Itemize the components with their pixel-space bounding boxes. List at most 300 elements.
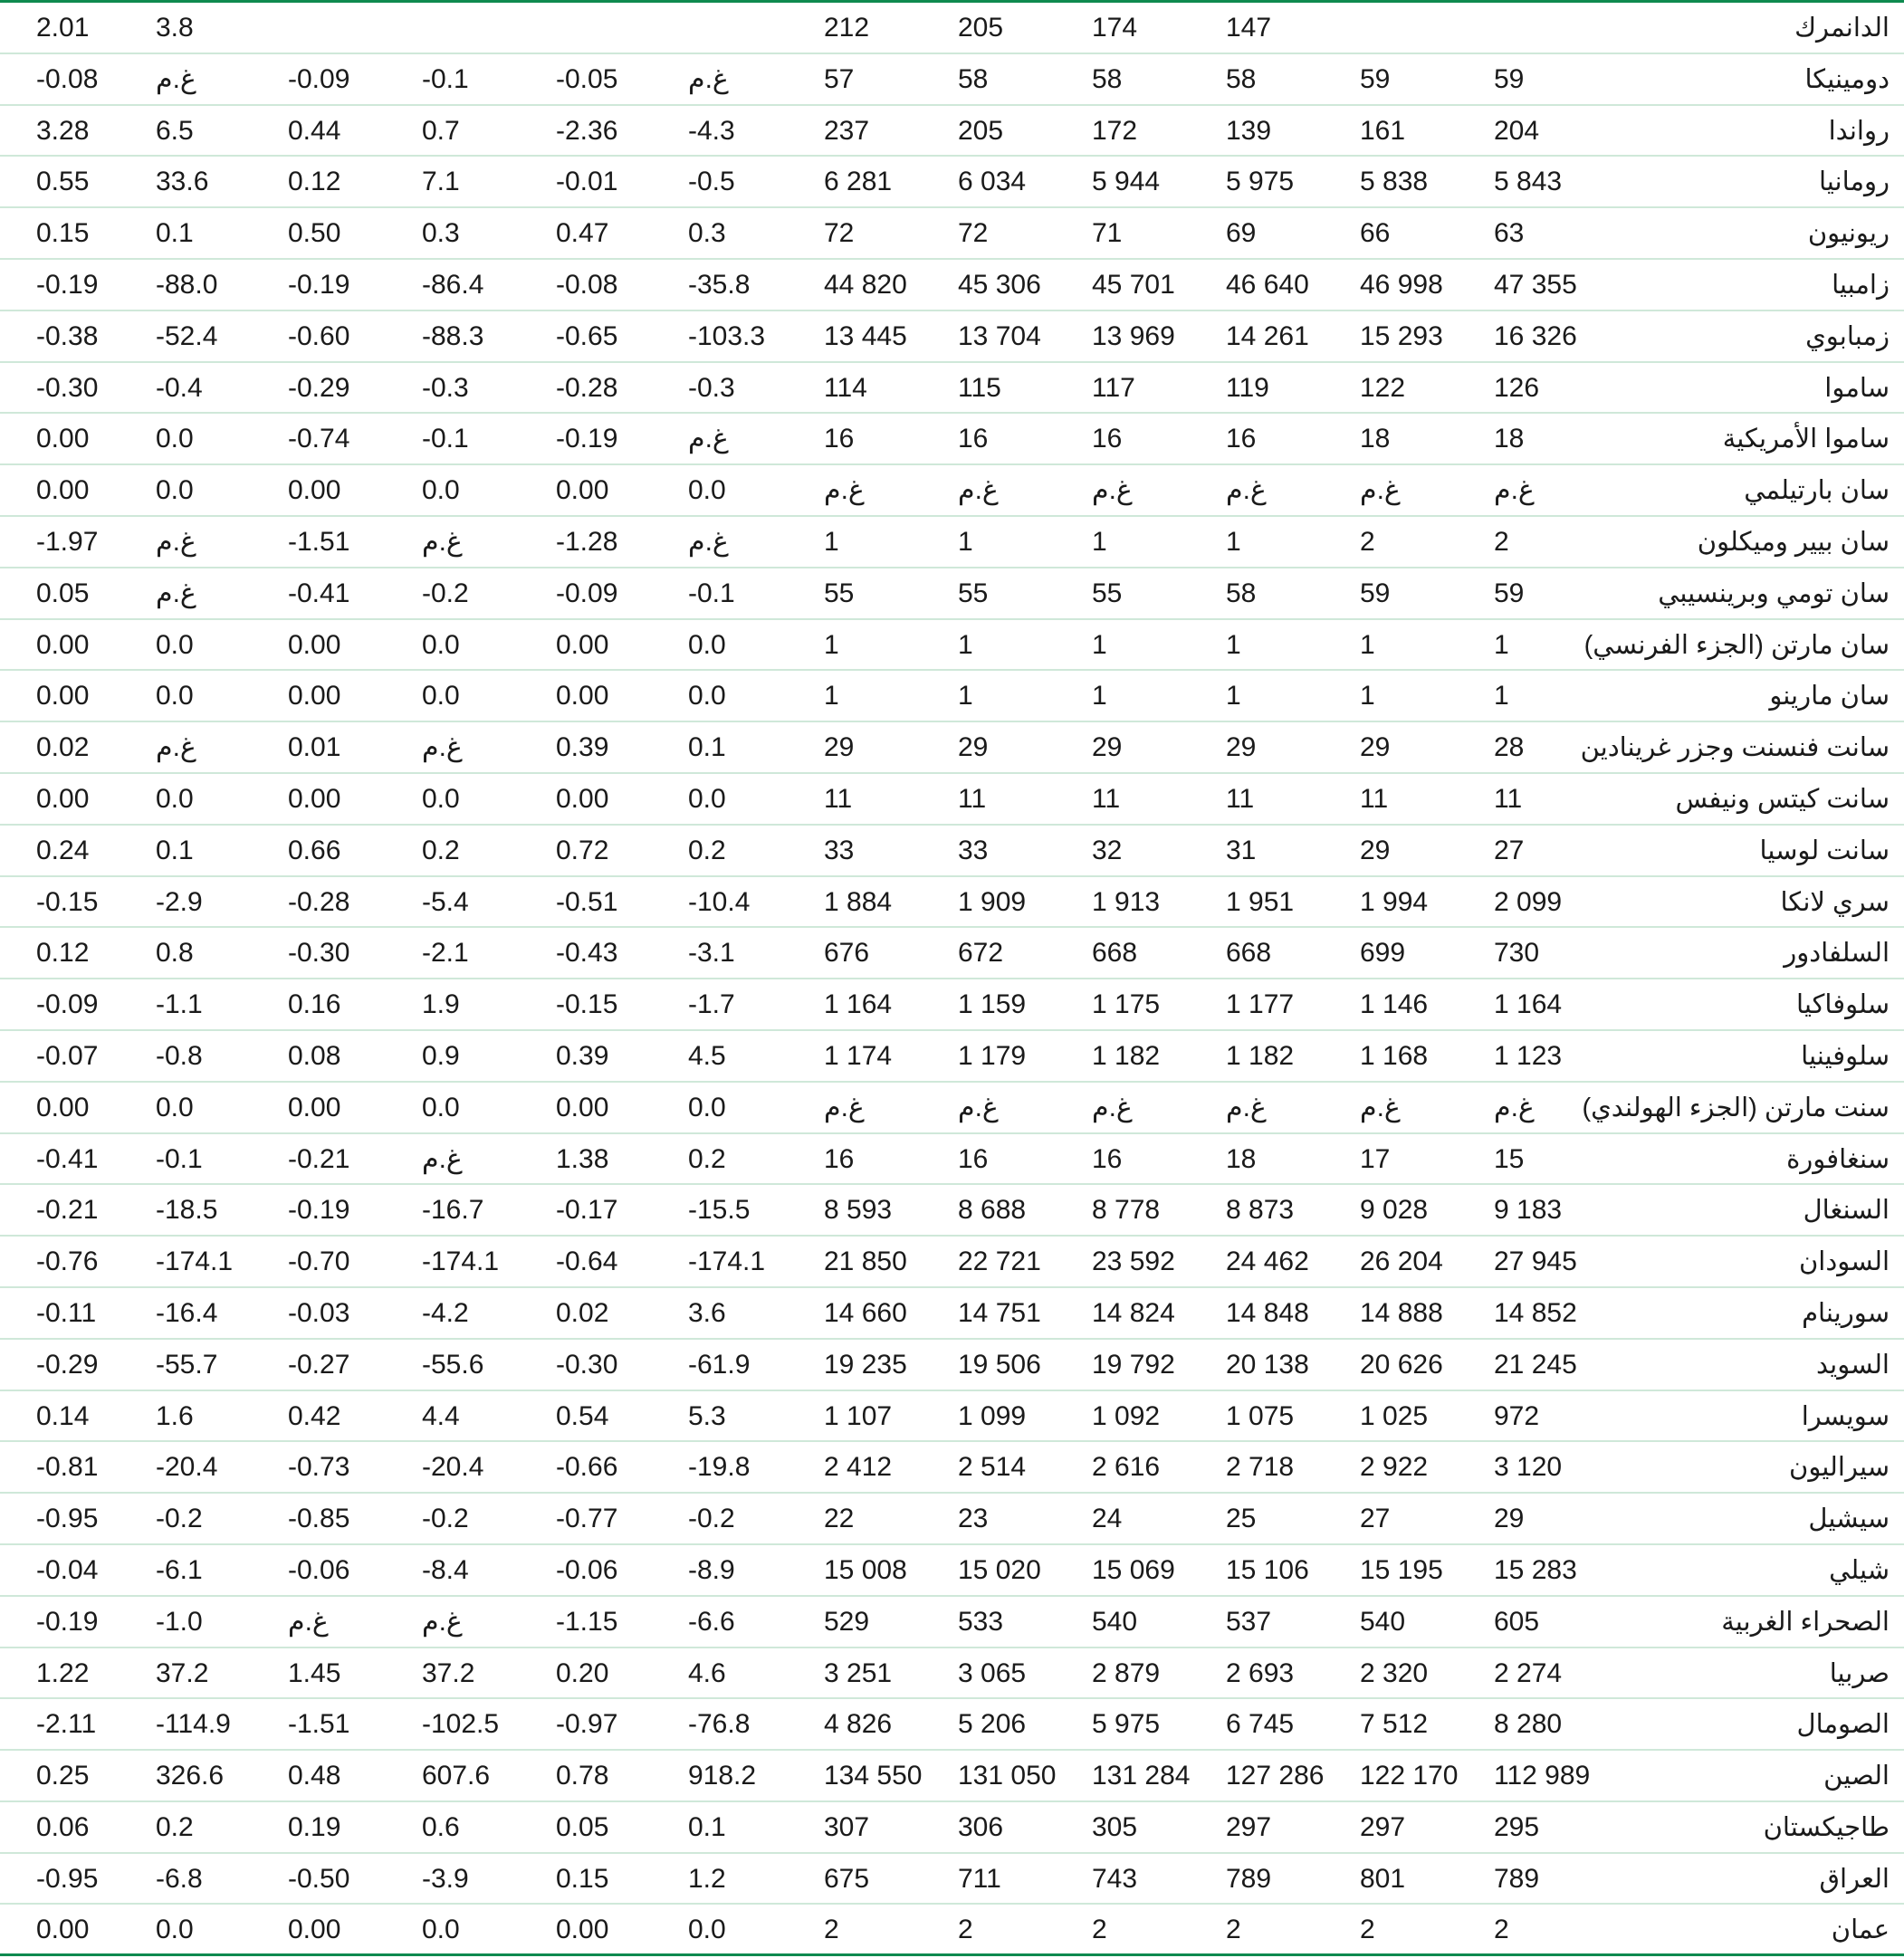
- table-cell-col-8: 8 688: [958, 1195, 1027, 1226]
- table-cell-col-4: 0.2: [422, 835, 460, 865]
- table-cell-col-5: -0.09: [556, 578, 618, 608]
- table-cell-col-5: -1.28: [556, 526, 618, 557]
- country-name: سري لانكا: [1780, 887, 1890, 917]
- table-cell-col-7: 237: [824, 115, 870, 146]
- table-cell-col-11: 59: [1360, 578, 1391, 608]
- table-cell-col-3: 0.00: [288, 1915, 341, 1945]
- table-cell-col-5: 0.20: [556, 1657, 609, 1688]
- table-cell-col-2: 1.6: [156, 1400, 194, 1431]
- country-name: ساموا الأمريكية: [1722, 425, 1890, 454]
- table-cell-col-11: 29: [1360, 732, 1391, 763]
- table-cell-col-3: -0.29: [288, 372, 350, 403]
- table-cell-col-5: 0.00: [556, 783, 609, 814]
- table-cell-col-12: 27: [1494, 835, 1525, 865]
- table-cell-col-7: 529: [824, 1606, 870, 1637]
- table-cell-col-11: غ.م: [1360, 1092, 1401, 1122]
- table-cell-col-5: -0.51: [556, 886, 618, 917]
- table-cell-col-4: غ.م: [422, 732, 463, 763]
- table-cell-col-6: -10.4: [688, 886, 751, 917]
- country-name: طاجيكستان: [1763, 1812, 1890, 1842]
- table-cell-col-11: 699: [1360, 938, 1406, 969]
- table-cell-col-10: 537: [1226, 1606, 1272, 1637]
- table-cell-col-9: 174: [1092, 13, 1138, 43]
- table-cell-col-8: غ.م: [958, 475, 999, 506]
- table-cell-col-8: 16: [958, 1143, 989, 1174]
- table-cell-col-7: 29: [824, 732, 855, 763]
- table-cell-col-3: -0.85: [288, 1504, 350, 1534]
- table-cell-col-8: 205: [958, 13, 1004, 43]
- table-cell-col-7: 1 107: [824, 1400, 893, 1431]
- table-cell-col-3: -0.19: [288, 269, 350, 300]
- table-cell-col-11: غ.م: [1360, 475, 1401, 506]
- table-cell-col-10: 1 075: [1226, 1400, 1295, 1431]
- table-cell-col-9: 540: [1092, 1606, 1138, 1637]
- country-name: شيلي: [1829, 1555, 1890, 1585]
- table-cell-col-5: 1.38: [556, 1143, 609, 1174]
- table-cell-col-8: 205: [958, 115, 1004, 146]
- table-cell-col-2: -2.9: [156, 886, 203, 917]
- country-name: العراق: [1819, 1864, 1890, 1894]
- table-cell-col-1: 0.12: [36, 938, 90, 969]
- table-cell-col-11: 2 922: [1360, 1452, 1429, 1483]
- country-name: ريونيون: [1807, 219, 1890, 249]
- table-cell-col-11: 1 146: [1360, 989, 1429, 1020]
- table-cell-col-12: 789: [1494, 1863, 1540, 1894]
- table-cell-col-9: 1: [1092, 681, 1107, 712]
- table-cell-col-2: 0.0: [156, 1092, 194, 1122]
- country-name: سان بارتيلمي: [1744, 476, 1890, 506]
- table-cell-col-9: 71: [1092, 218, 1123, 249]
- table-cell-col-5: 0.47: [556, 218, 609, 249]
- table-cell-col-6: 4.5: [688, 1040, 726, 1071]
- table-cell-col-5: -0.08: [556, 269, 618, 300]
- table-cell-col-4: 1.9: [422, 989, 460, 1020]
- table-cell-col-8: 15 020: [958, 1554, 1041, 1585]
- table-cell-col-12: 1 123: [1494, 1040, 1563, 1071]
- table-cell-col-6: 0.3: [688, 218, 726, 249]
- table-cell-col-9: 24: [1092, 1504, 1123, 1534]
- table-cell-col-7: غ.م: [824, 475, 865, 506]
- table-cell-col-12: 11: [1494, 783, 1523, 814]
- table-cell-col-12: 2 274: [1494, 1657, 1563, 1688]
- table-cell-col-7: 1 174: [824, 1040, 893, 1071]
- table-cell-col-2: -6.8: [156, 1863, 203, 1894]
- table-cell-col-8: 72: [958, 218, 989, 249]
- table-cell-col-1: -0.08: [36, 63, 99, 94]
- table-cell-col-11: 46 998: [1360, 269, 1443, 300]
- table-cell-col-11: 1: [1360, 681, 1375, 712]
- table-cell-col-4: -4.2: [422, 1297, 469, 1328]
- table-cell-col-1: -0.04: [36, 1554, 99, 1585]
- table-cell-col-3: -0.09: [288, 63, 350, 94]
- table-cell-col-4: -86.4: [422, 269, 484, 300]
- table-row: [0, 1237, 1904, 1288]
- table-cell-col-5: 0.39: [556, 1040, 609, 1071]
- table-cell-col-7: 134 550: [824, 1761, 923, 1791]
- table-cell-col-2: -174.1: [156, 1246, 234, 1277]
- table-cell-col-9: 58: [1092, 63, 1123, 94]
- table-cell-col-12: 14 852: [1494, 1297, 1577, 1328]
- table-cell-col-2: -16.4: [156, 1297, 218, 1328]
- table-cell-col-10: 789: [1226, 1863, 1272, 1894]
- table-cell-col-7: 1 884: [824, 886, 893, 917]
- table-cell-col-12: 21 245: [1494, 1349, 1577, 1380]
- table-cell-col-2: -0.8: [156, 1040, 203, 1071]
- table-cell-col-9: 16: [1092, 1143, 1123, 1174]
- table-cell-col-12: 605: [1494, 1606, 1540, 1637]
- table-cell-col-7: 44 820: [824, 269, 907, 300]
- country-name: سانت لوسيا: [1759, 836, 1890, 865]
- table-cell-col-12: 28: [1494, 732, 1525, 763]
- table-cell-col-8: 115: [958, 372, 1001, 403]
- table-cell-col-12: 5 843: [1494, 167, 1563, 197]
- table-cell-col-5: -0.17: [556, 1195, 618, 1226]
- table-cell-col-5: 0.72: [556, 835, 609, 865]
- table-cell-col-12: 204: [1494, 115, 1540, 146]
- country-name: الدانمرك: [1794, 14, 1890, 43]
- table-cell-col-9: 5 944: [1092, 167, 1161, 197]
- table-cell-col-10: 1 177: [1226, 989, 1295, 1020]
- table-cell-col-12: 15 283: [1494, 1554, 1577, 1585]
- country-name: دومينيكا: [1804, 64, 1890, 94]
- table-cell-col-10: 139: [1226, 115, 1272, 146]
- table-cell-col-5: 0.00: [556, 681, 609, 712]
- table-cell-col-4: 0.0: [422, 1092, 460, 1122]
- country-name: سلوفينيا: [1801, 1041, 1890, 1071]
- table-cell-col-10: 20 138: [1226, 1349, 1309, 1380]
- table-cell-col-6: 5.3: [688, 1400, 726, 1431]
- table-cell-col-2: 3.8: [156, 13, 194, 43]
- table-cell-col-3: -0.41: [288, 578, 350, 608]
- table-cell-col-11: 2: [1360, 526, 1375, 557]
- table-cell-col-1: 0.00: [36, 1915, 90, 1945]
- table-cell-col-9: 13 969: [1092, 320, 1175, 351]
- table-cell-col-11: 161: [1360, 115, 1406, 146]
- table-cell-col-12: 15: [1494, 1143, 1525, 1174]
- table-cell-col-12: 295: [1494, 1811, 1540, 1842]
- table-cell-col-4: -16.7: [422, 1195, 484, 1226]
- table-cell-col-4: -0.1: [422, 63, 469, 94]
- table-row: [0, 1597, 1904, 1648]
- table-cell-col-7: 15 008: [824, 1554, 907, 1585]
- table-cell-col-1: -0.95: [36, 1863, 99, 1894]
- table-cell-col-7: 13 445: [824, 320, 907, 351]
- table-cell-col-2: غ.م: [156, 732, 196, 763]
- table-cell-col-11: 122: [1360, 372, 1406, 403]
- table-cell-col-2: -114.9: [156, 1709, 231, 1740]
- table-cell-col-4: -0.2: [422, 578, 469, 608]
- country-name: سانت فنسنت وجزر غرينادين: [1580, 733, 1890, 763]
- table-cell-col-1: -0.21: [36, 1195, 99, 1226]
- table-cell-col-12: 27 945: [1494, 1246, 1577, 1277]
- table-cell-col-6: غ.م: [688, 424, 729, 454]
- table-cell-col-1: 1.22: [36, 1657, 90, 1688]
- table-cell-col-10: 31: [1226, 835, 1257, 865]
- table-cell-col-6: 0.0: [688, 1092, 726, 1122]
- table-cell-col-8: 131 050: [958, 1761, 1057, 1791]
- table-row: [0, 54, 1904, 106]
- table-cell-col-12: 972: [1494, 1400, 1540, 1431]
- table-cell-col-2: 37.2: [156, 1657, 209, 1688]
- table-cell-col-5: -0.19: [556, 424, 618, 454]
- table-cell-col-11: 27: [1360, 1504, 1391, 1534]
- table-cell-col-11: 59: [1360, 63, 1391, 94]
- table-cell-col-9: 1 092: [1092, 1400, 1161, 1431]
- table-cell-col-3: 0.00: [288, 681, 341, 712]
- table-cell-col-8: 29: [958, 732, 989, 763]
- table-cell-col-4: -174.1: [422, 1246, 500, 1277]
- table-cell-col-5: -0.30: [556, 1349, 618, 1380]
- table-cell-col-4: -5.4: [422, 886, 469, 917]
- table-cell-col-1: -1.97: [36, 526, 99, 557]
- table-cell-col-9: 8 778: [1092, 1195, 1161, 1226]
- table-cell-col-5: 0.00: [556, 1092, 609, 1122]
- table-cell-col-12: 59: [1494, 63, 1525, 94]
- table-cell-col-4: غ.م: [422, 526, 463, 557]
- country-name: سان تومي وبرينسيبي: [1658, 578, 1890, 608]
- table-cell-col-11: 11: [1360, 783, 1389, 814]
- table-body: [0, 3, 1904, 1956]
- table-cell-col-2: غ.م: [156, 578, 196, 608]
- table-cell-col-2: 0.0: [156, 629, 194, 660]
- table-cell-col-6: غ.م: [688, 63, 729, 94]
- table-cell-col-12: 126: [1494, 372, 1540, 403]
- table-cell-col-2: -18.5: [156, 1195, 218, 1226]
- table-cell-col-5: -0.01: [556, 167, 618, 197]
- table-cell-col-5: -2.36: [556, 115, 618, 146]
- table-cell-col-10: 297: [1226, 1811, 1272, 1842]
- table-cell-col-4: 0.6: [422, 1811, 460, 1842]
- table-cell-col-9: غ.م: [1092, 1092, 1133, 1122]
- country-name: سانت كيتس ونيفس: [1675, 784, 1890, 814]
- table-cell-col-8: 2 514: [958, 1452, 1027, 1483]
- table-cell-col-1: 0.55: [36, 167, 90, 197]
- table-cell-col-10: 58: [1226, 578, 1257, 608]
- table-cell-col-11: 17: [1360, 1143, 1391, 1174]
- table-cell-col-9: 19 792: [1092, 1349, 1175, 1380]
- table-cell-col-1: -0.30: [36, 372, 99, 403]
- country-name: صربيا: [1829, 1658, 1890, 1688]
- table-row: [0, 465, 1904, 517]
- table-row: [0, 928, 1904, 979]
- table-cell-col-12: 9 183: [1494, 1195, 1563, 1226]
- table-cell-col-1: 0.14: [36, 1400, 90, 1431]
- table-cell-col-5: -0.65: [556, 320, 618, 351]
- table-cell-col-4: -3.9: [422, 1863, 469, 1894]
- table-cell-col-4: 0.9: [422, 1040, 460, 1071]
- country-name: السلفادور: [1784, 939, 1890, 969]
- table-cell-col-3: غ.م: [288, 1606, 329, 1637]
- table-cell-col-7: 1: [824, 681, 839, 712]
- table-cell-col-5: 0.54: [556, 1400, 609, 1431]
- table-cell-col-8: 672: [958, 938, 1004, 969]
- table-cell-col-10: 16: [1226, 424, 1257, 454]
- table-cell-col-11: 1 025: [1360, 1400, 1429, 1431]
- table-cell-col-8: 1: [958, 681, 973, 712]
- table-cell-col-3: 0.48: [288, 1761, 341, 1791]
- table-cell-col-6: 1.2: [688, 1863, 726, 1894]
- table-cell-col-7: 57: [824, 63, 855, 94]
- country-name: الصين: [1823, 1762, 1890, 1791]
- country-name: سورينام: [1802, 1298, 1890, 1328]
- table-cell-col-7: 675: [824, 1863, 870, 1894]
- table-cell-col-4: 607.6: [422, 1761, 491, 1791]
- country-name: رواندا: [1828, 116, 1890, 146]
- table-cell-col-3: 0.12: [288, 167, 341, 197]
- table-cell-col-8: 3 065: [958, 1657, 1027, 1688]
- table-cell-col-11: 2: [1360, 1915, 1375, 1945]
- table-cell-col-8: 1 159: [958, 989, 1027, 1020]
- table-cell-col-12: 47 355: [1494, 269, 1577, 300]
- table-cell-col-2: -0.1: [156, 1143, 203, 1174]
- table-cell-col-5: 0.00: [556, 1915, 609, 1945]
- table-row: [0, 208, 1904, 260]
- table-cell-col-9: 1 175: [1092, 989, 1161, 1020]
- table-cell-col-11: 7 512: [1360, 1709, 1429, 1740]
- table-cell-col-3: 0.00: [288, 475, 341, 506]
- table-cell-col-1: 0.24: [36, 835, 90, 865]
- table-cell-col-11: 1 168: [1360, 1040, 1429, 1071]
- table-cell-col-10: 1: [1226, 681, 1241, 712]
- table-row: [0, 722, 1904, 774]
- table-cell-col-1: -0.07: [36, 1040, 99, 1071]
- table-cell-col-1: 0.00: [36, 424, 90, 454]
- country-name: الصحراء الغربية: [1721, 1607, 1890, 1637]
- table-cell-col-6: -8.9: [688, 1554, 735, 1585]
- table-cell-col-5: -0.66: [556, 1452, 618, 1483]
- table-cell-col-9: 743: [1092, 1863, 1138, 1894]
- table-cell-col-12: 63: [1494, 218, 1525, 249]
- table-cell-col-7: 33: [824, 835, 855, 865]
- table-cell-col-11: 122 170: [1360, 1761, 1459, 1791]
- table-row: [0, 3, 1904, 54]
- table-cell-col-1: -0.19: [36, 1606, 99, 1637]
- table-cell-col-3: 0.42: [288, 1400, 341, 1431]
- table-cell-col-2: 0.2: [156, 1811, 194, 1842]
- table-cell-col-5: -0.15: [556, 989, 618, 1020]
- table-cell-col-4: -102.5: [422, 1709, 500, 1740]
- table-cell-col-2: غ.م: [156, 63, 196, 94]
- table-cell-col-6: 918.2: [688, 1761, 757, 1791]
- table-cell-col-1: -2.11: [36, 1709, 97, 1740]
- table-row: [0, 363, 1904, 415]
- table-cell-col-1: 0.05: [36, 578, 90, 608]
- table-cell-col-3: 0.50: [288, 218, 341, 249]
- table-cell-col-12: 730: [1494, 938, 1540, 969]
- table-cell-col-6: 0.2: [688, 1143, 726, 1174]
- table-cell-col-3: 0.16: [288, 989, 341, 1020]
- table-cell-col-5: 0.00: [556, 629, 609, 660]
- table-cell-col-1: -0.41: [36, 1143, 99, 1174]
- table-cell-col-6: 0.1: [688, 732, 726, 763]
- table-cell-col-4: 0.0: [422, 783, 460, 814]
- table-cell-col-4: -8.4: [422, 1554, 469, 1585]
- table-cell-col-3: -0.03: [288, 1297, 350, 1328]
- table-row: [0, 1391, 1904, 1443]
- table-cell-col-11: 1: [1360, 629, 1375, 660]
- table-cell-col-10: 8 873: [1226, 1195, 1295, 1226]
- table-cell-col-9: 1 182: [1092, 1040, 1161, 1071]
- country-name: سلوفاكيا: [1796, 990, 1890, 1020]
- table-cell-col-1: -0.11: [36, 1297, 97, 1328]
- table-row: [0, 620, 1904, 672]
- table-cell-col-1: 0.00: [36, 1092, 90, 1122]
- table-cell-col-3: 0.00: [288, 1092, 341, 1122]
- table-cell-col-12: 1: [1494, 629, 1509, 660]
- table-cell-col-1: 0.00: [36, 681, 90, 712]
- table-cell-col-3: -0.19: [288, 1195, 350, 1226]
- table-cell-col-7: 1: [824, 629, 839, 660]
- table-cell-col-12: 18: [1494, 424, 1525, 454]
- table-cell-col-9: 305: [1092, 1811, 1138, 1842]
- table-cell-col-7: 4 826: [824, 1709, 893, 1740]
- table-cell-col-4: غ.م: [422, 1143, 463, 1174]
- table-row: [0, 1185, 1904, 1237]
- table-row: [0, 1083, 1904, 1134]
- table-cell-col-8: 1 909: [958, 886, 1027, 917]
- table-cell-col-11: 9 028: [1360, 1195, 1429, 1226]
- table-cell-col-11: 26 204: [1360, 1246, 1443, 1277]
- table-cell-col-2: 0.8: [156, 938, 194, 969]
- table-cell-col-7: 212: [824, 13, 870, 43]
- table-cell-col-3: 0.19: [288, 1811, 341, 1842]
- table-cell-col-8: 55: [958, 578, 989, 608]
- table-cell-col-7: 55: [824, 578, 855, 608]
- table-cell-col-5: -0.43: [556, 938, 618, 969]
- table-cell-col-10: 1 182: [1226, 1040, 1295, 1071]
- table-cell-col-10: 668: [1226, 938, 1272, 969]
- table-cell-col-7: 14 660: [824, 1297, 907, 1328]
- table-row: [0, 517, 1904, 568]
- table-cell-col-2: -6.1: [156, 1554, 203, 1585]
- table-cell-col-1: -0.81: [36, 1452, 99, 1483]
- table-cell-col-12: 1 164: [1494, 989, 1563, 1020]
- table-cell-col-6: -0.5: [688, 167, 735, 197]
- table-cell-col-6: غ.م: [688, 526, 729, 557]
- table-cell-col-7: 19 235: [824, 1349, 907, 1380]
- table-cell-col-7: 2: [824, 1915, 839, 1945]
- table-cell-col-4: -2.1: [422, 938, 469, 969]
- table-cell-col-3: -0.21: [288, 1143, 350, 1174]
- table-cell-col-10: 2 693: [1226, 1657, 1295, 1688]
- country-name: السودان: [1798, 1247, 1890, 1277]
- table-cell-col-1: 0.00: [36, 475, 90, 506]
- table-cell-col-7: 6 281: [824, 167, 893, 197]
- table-cell-col-3: -0.27: [288, 1349, 350, 1380]
- table-cell-col-2: 0.1: [156, 835, 194, 865]
- table-cell-col-9: 45 701: [1092, 269, 1175, 300]
- table-cell-col-10: 147: [1226, 13, 1272, 43]
- table-cell-col-12: 8 280: [1494, 1709, 1563, 1740]
- country-name: سويسرا: [1801, 1401, 1890, 1431]
- country-name: سان مارتن (الجزء الفرنسي): [1583, 630, 1890, 660]
- table-cell-col-10: غ.م: [1226, 1092, 1267, 1122]
- table-cell-col-5: -0.05: [556, 63, 618, 94]
- table-cell-col-3: 0.08: [288, 1040, 341, 1071]
- table-cell-col-6: -0.1: [688, 578, 735, 608]
- table-cell-col-10: 119: [1226, 372, 1269, 403]
- table-row: [0, 1854, 1904, 1905]
- table-cell-col-9: 117: [1092, 372, 1135, 403]
- table-cell-col-8: 1 099: [958, 1400, 1027, 1431]
- table-cell-col-6: 0.2: [688, 835, 726, 865]
- table-cell-col-4: -20.4: [422, 1452, 484, 1483]
- table-cell-col-2: 33.6: [156, 167, 209, 197]
- table-cell-col-9: 15 069: [1092, 1554, 1175, 1585]
- table-cell-col-1: -0.95: [36, 1504, 99, 1534]
- table-row: [0, 1699, 1904, 1751]
- table-cell-col-12: 16 326: [1494, 320, 1577, 351]
